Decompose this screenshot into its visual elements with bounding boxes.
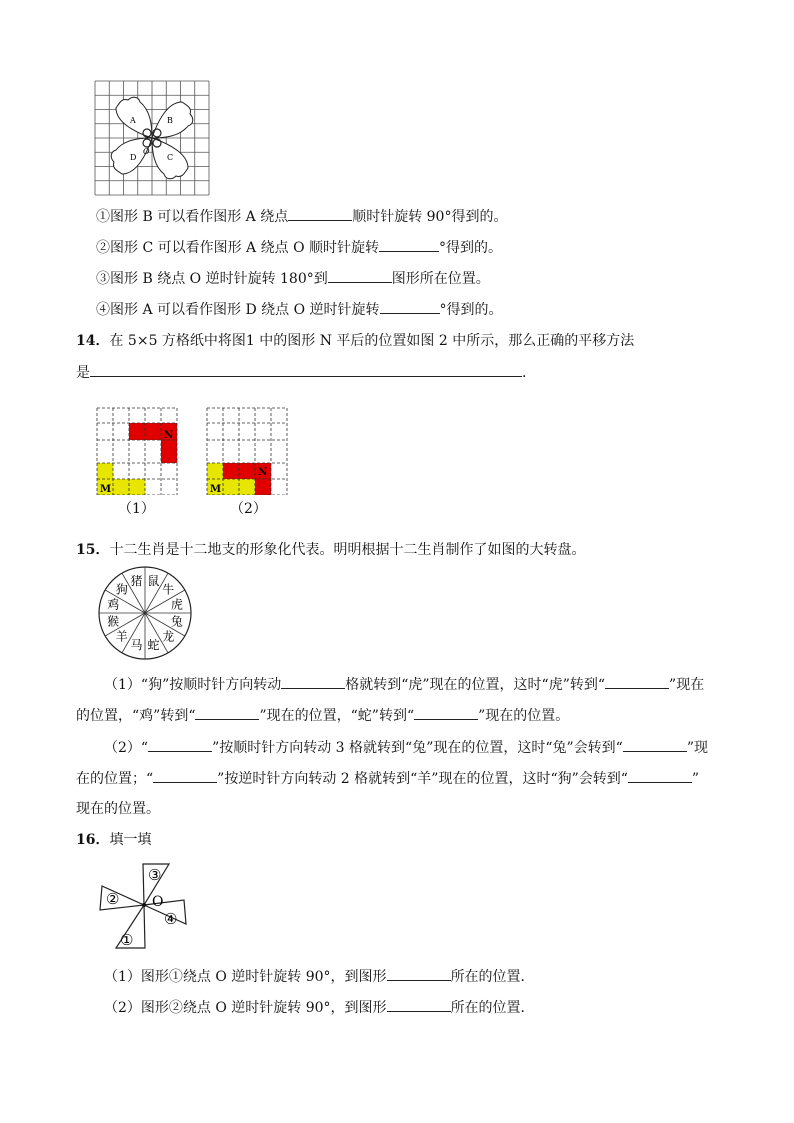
q13-item-4: ④图形 A 可以看作图形 D 绕点 O 逆时针旋转 °得到的。: [96, 299, 503, 320]
answer-blank[interactable]: [414, 705, 478, 720]
answer-blank[interactable]: [379, 237, 439, 252]
translation-figure-2: [206, 407, 288, 495]
zodiac-wheel: [97, 565, 193, 661]
label-b: B: [167, 116, 173, 125]
label-3: ③: [148, 866, 162, 884]
answer-blank[interactable]: [328, 268, 392, 283]
answer-blank[interactable]: [195, 705, 259, 720]
q15-part1-line2: 的位置，“鸡”转到“ ”现在的位置，“蛇”转到“ ”现在的位置。: [76, 705, 569, 726]
wheel-label: 龙: [162, 629, 175, 644]
label-n: N: [258, 467, 268, 478]
answer-blank[interactable]: [148, 737, 212, 752]
label-o: O: [152, 894, 164, 910]
wheel-label: 虎: [170, 597, 183, 612]
q15-part2-line2: 在的位置；“ ”按逆时针方向转动 2 格就转到“羊”现在的位置，这时“狗”会转到“ ”: [76, 768, 699, 789]
answer-blank[interactable]: [153, 768, 217, 783]
label-m: M: [210, 484, 222, 495]
answer-blank[interactable]: [387, 966, 451, 981]
q13-item-3: ③图形 B 绕点 O 逆时针旋转 180°到 图形所在位置。: [96, 268, 490, 289]
label-4: ④: [164, 910, 178, 928]
answer-blank[interactable]: [628, 768, 692, 783]
wheel-label: 兔: [170, 614, 183, 629]
answer-blank[interactable]: [605, 674, 669, 689]
wheel-label: 蛇: [147, 637, 160, 652]
label-2: ②: [106, 890, 120, 908]
answer-blank[interactable]: [288, 206, 352, 221]
answer-blank[interactable]: [281, 674, 345, 689]
flower-grid-figure: [94, 80, 210, 196]
label-a: A: [130, 116, 136, 125]
figure-2-caption: （2）: [230, 501, 267, 517]
q15-question: 15．十二生肖是十二地支的形象化代表。明明根据十二生肖制作了如图的大转盘。: [76, 542, 586, 558]
q15-part2-line3: 现在的位置。: [76, 801, 160, 817]
label-1: ①: [120, 931, 134, 949]
q13-item-1: ①图形 B 可以看作图形 A 绕点 顺时针旋转 90°得到的。: [96, 206, 507, 227]
answer-blank[interactable]: [387, 997, 451, 1012]
label-c: C: [167, 153, 174, 162]
pinwheel-figure: [96, 860, 192, 954]
q16-question: 16．填一填: [76, 832, 152, 848]
answer-blank[interactable]: [623, 737, 687, 752]
label-n: N: [164, 430, 174, 441]
label-d: D: [130, 153, 137, 162]
wheel-label: 牛: [162, 582, 175, 597]
wheel-label: 马: [130, 637, 143, 652]
wheel-label: 猴: [107, 614, 120, 629]
figure-1-caption: （1）: [118, 501, 155, 517]
wheel-label: 狗: [115, 582, 128, 597]
wheel-label: 鸡: [107, 597, 120, 612]
q13-item-2: ②图形 C 可以看作图形 A 绕点 O 顺时针旋转 °得到的。: [96, 237, 502, 258]
q16-part1: （1）图形①绕点 O 逆时针旋转 90°，到图形 所在的位置．: [104, 966, 535, 987]
wheel-label: 猪: [130, 574, 143, 589]
q14-question: 14．在 5×5 方格纸中将图1 中的图形 N 平后的位置如图 2 中所示，那么正确的平移方法: [76, 333, 635, 349]
q15-part1-line1: （1）“狗”按顺时针方向转动 格就转到“虎”现在的位置，这时“虎”转到“ ”现在: [104, 674, 704, 695]
q14-answer-line: 是 ．: [76, 362, 536, 383]
q16-part2: （2）图形②绕点 O 逆时针旋转 90°，到图形 所在的位置．: [104, 997, 535, 1018]
wheel-label: 鼠: [147, 574, 160, 589]
answer-blank[interactable]: [90, 362, 522, 377]
label-o: O: [143, 147, 150, 156]
translation-figure-1: [96, 407, 178, 495]
q15-part2-line1: （2）“ ”按顺时针方向转动 3 格就转到“兔”现在的位置，这时“兔”会转到“ ”现: [104, 737, 708, 758]
label-m: M: [100, 484, 112, 495]
wheel-label: 羊: [115, 629, 128, 644]
answer-blank[interactable]: [380, 299, 440, 314]
